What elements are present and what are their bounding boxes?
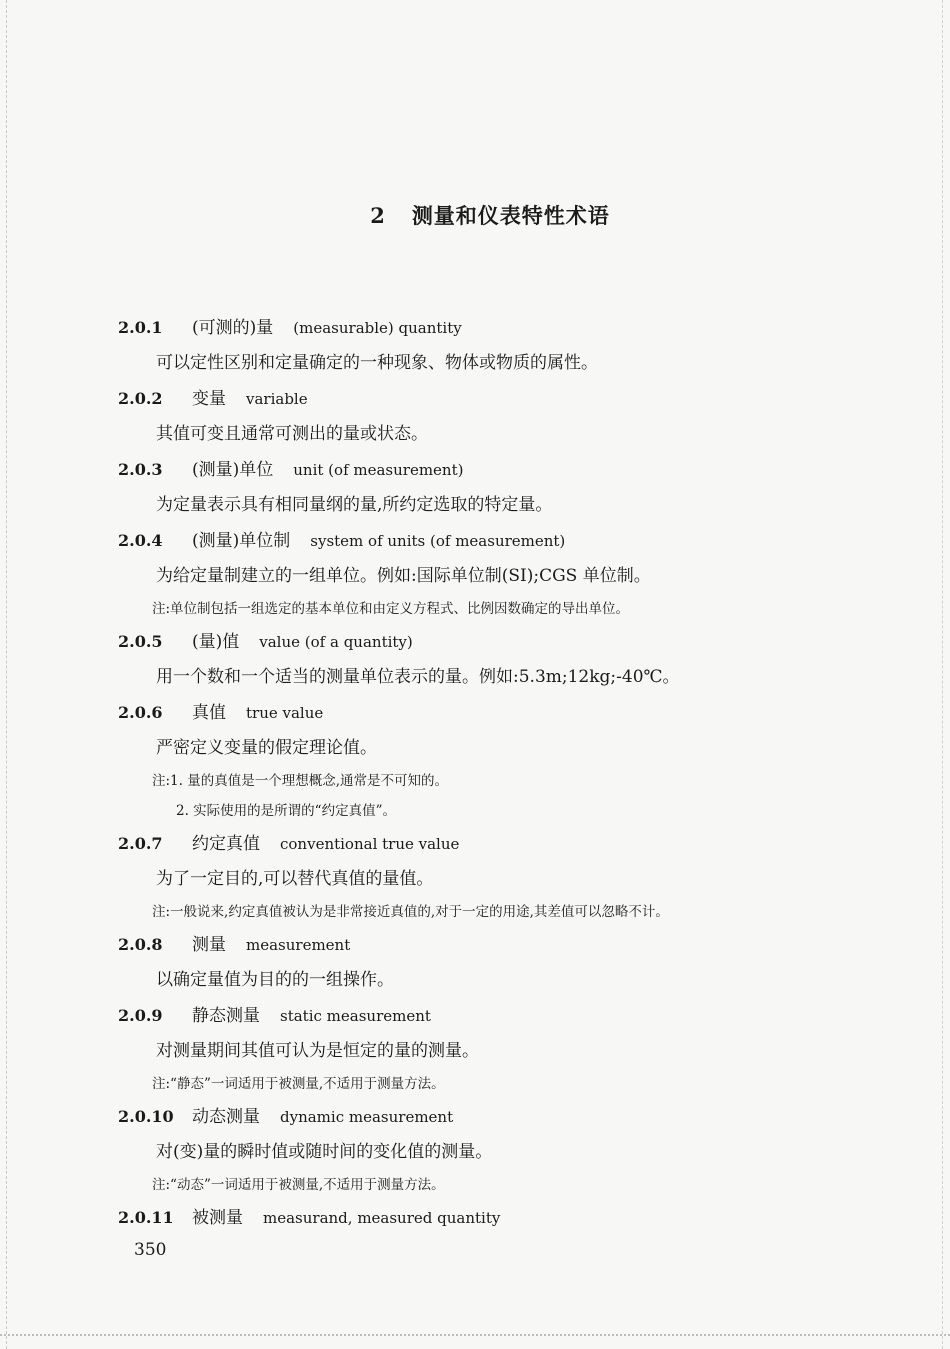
term-definition: 用一个数和一个适当的测量单位表示的量。例如:5.3m;12kg;-40℃。 <box>156 667 680 687</box>
term-note: 注:“静态”一词适用于被测量,不适用于测量方法。 <box>152 1076 445 1092</box>
term-number: 2.0.7 <box>118 834 163 853</box>
term-note: 注:1. 量的真值是一个理想概念,通常是不可知的。 <box>152 773 449 789</box>
term-definition: 可以定性区别和定量确定的一种现象、物体或物质的属性。 <box>156 353 598 373</box>
term-chinese: 测量 <box>192 935 226 955</box>
term-number: 2.0.2 <box>118 389 163 408</box>
term-chinese: 动态测量 <box>192 1107 260 1127</box>
term-heading <box>118 1099 838 1134</box>
term-note: 注:“动态”一词适用于被测量,不适用于测量方法。 <box>152 1177 445 1193</box>
term-number: 2.0.1 <box>118 318 163 337</box>
term-definition: 严密定义变量的假定理论值。 <box>156 738 377 758</box>
term-heading <box>118 1200 838 1235</box>
term-chinese: (测量)单位 <box>192 460 274 480</box>
term-chinese: 被测量 <box>192 1208 243 1228</box>
term-chinese: (可测的)量 <box>192 318 274 338</box>
term-heading <box>118 998 838 1033</box>
term-number: 2.0.10 <box>118 1107 174 1126</box>
term-note: 2. 实际使用的是所谓的“约定真值”。 <box>176 803 396 819</box>
term-note: 注:单位制包括一组选定的基本单位和由定义方程式、比例因数确定的导出单位。 <box>152 601 630 617</box>
term-english: dynamic measurement <box>280 1108 454 1126</box>
scan-edge-bottom <box>0 1334 950 1337</box>
term-chinese: (量)值 <box>192 632 240 652</box>
chapter-title <box>0 200 950 230</box>
term-heading <box>118 826 838 861</box>
term-definition: 为了一定目的,可以替代真值的量值。 <box>156 869 434 889</box>
term-heading <box>118 695 838 730</box>
chapter-number: 2 <box>370 203 386 228</box>
term-number: 2.0.5 <box>118 632 163 651</box>
term-note: 注:一般说来,约定真值被认为是非常接近真值的,对于一定的用途,其差值可以忽略不计。 <box>152 904 669 920</box>
term-number: 2.0.11 <box>118 1208 174 1227</box>
term-chinese: 静态测量 <box>192 1006 260 1026</box>
term-heading <box>118 927 838 962</box>
term-heading <box>118 381 838 416</box>
term-english: conventional true value <box>280 835 460 853</box>
term-english: variable <box>246 390 308 408</box>
term-heading <box>118 624 838 659</box>
term-definition: 以确定量值为目的的一组操作。 <box>156 970 394 990</box>
term-definition: 对测量期间其值可认为是恒定的量的测量。 <box>156 1041 479 1061</box>
term-list <box>118 310 838 1235</box>
term-number: 2.0.6 <box>118 703 163 722</box>
term-english: measurand, measured quantity <box>263 1209 501 1227</box>
term-heading <box>118 310 838 345</box>
term-number: 2.0.9 <box>118 1006 163 1025</box>
term-definition: 其值可变且通常可测出的量或状态。 <box>156 424 428 444</box>
term-definition: 为给定量制建立的一组单位。例如:国际单位制(SI);CGS 单位制。 <box>156 566 651 586</box>
term-chinese: 变量 <box>192 389 226 409</box>
term-chinese: 约定真值 <box>192 834 260 854</box>
term-english: (measurable) quantity <box>293 319 462 337</box>
term-english: measurement <box>246 936 351 954</box>
term-definition: 为定量表示具有相同量纲的量,所约定选取的特定量。 <box>156 495 553 515</box>
term-english: true value <box>246 704 324 722</box>
page-number: 350 <box>134 1240 167 1260</box>
term-english: system of units (of measurement) <box>310 532 566 550</box>
term-chinese: 真值 <box>192 703 226 723</box>
term-heading <box>118 452 838 487</box>
chapter-title-text: 测量和仪表特性术语 <box>411 203 610 228</box>
term-number: 2.0.8 <box>118 935 163 954</box>
term-chinese: (测量)单位制 <box>192 531 291 551</box>
term-english: value (of a quantity) <box>259 633 413 651</box>
term-english: unit (of measurement) <box>293 461 464 479</box>
term-heading <box>118 523 838 558</box>
term-definition: 对(变)量的瞬时值或随时间的变化值的测量。 <box>156 1142 493 1162</box>
term-number: 2.0.3 <box>118 460 163 479</box>
term-number: 2.0.4 <box>118 531 163 550</box>
term-english: static measurement <box>280 1007 431 1025</box>
